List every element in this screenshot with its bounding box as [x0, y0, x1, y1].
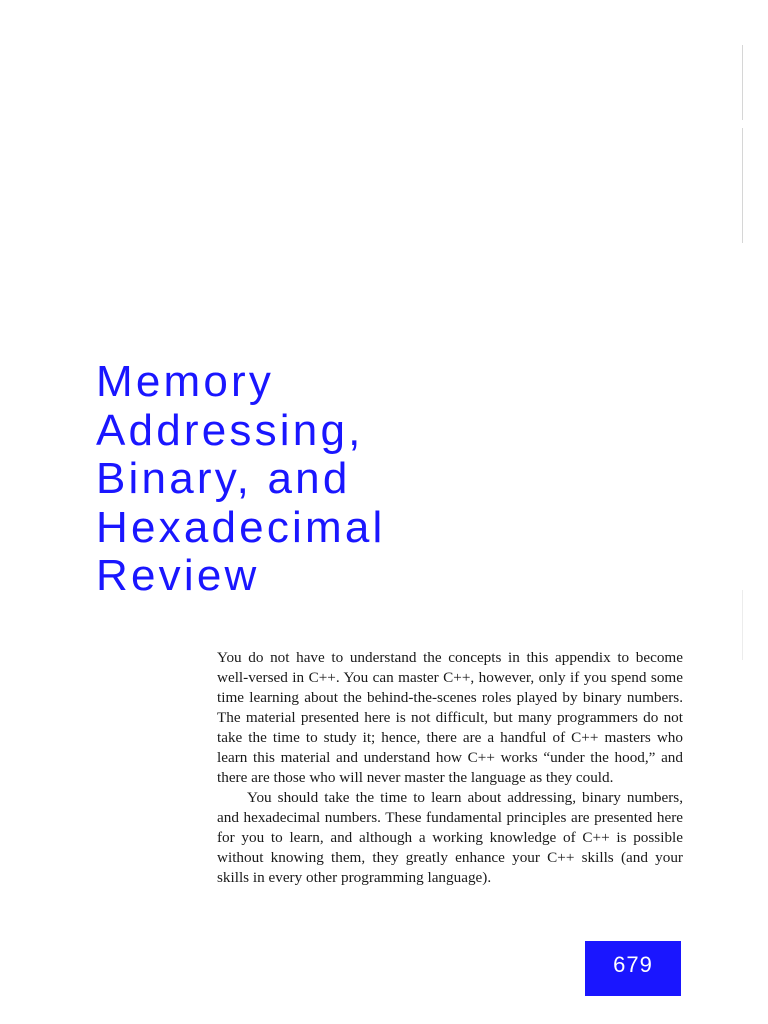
page-edge-mark-top [742, 45, 743, 120]
chapter-title-line-2: Addressing, [96, 405, 364, 455]
chapter-title-line-3: Binary, and [96, 454, 351, 503]
chapter-title-line-5: Review [96, 551, 260, 600]
page-edge-mark-middle [742, 128, 743, 243]
chapter-title-line-1: Memory [96, 357, 275, 406]
body-paragraph-2: You should take the time to learn about addressing, binary numbers, and hexadecimal numbers. These fundamental principles are presented here for you to learn, and although a working knowledge of C++ is possible without knowing them, they greatly enhance your C++ skills (and your skills in every other programming language). [217, 789, 683, 886]
page-number: 679 [613, 951, 653, 977]
page-number-badge [585, 941, 681, 996]
chapter-title-line-4: Hexadecimal [96, 502, 386, 552]
chapter-title [96, 358, 386, 601]
body-paragraph-1: You do not have to understand the concepts in this appendix to become well-versed in C++. You can master C++, however, only if you spend some time learning about the behind-the-scenes roles played by binary numbers. The material presented here is not difficult, but many programmers do not take the time to study it; hence, there are a handful of C++ masters who learn this material and understand how C++ works “under the hood,” and there are those who will never master the language as they could. [217, 649, 683, 786]
page-edge-mark-lower [742, 590, 743, 660]
body-text [217, 648, 683, 888]
